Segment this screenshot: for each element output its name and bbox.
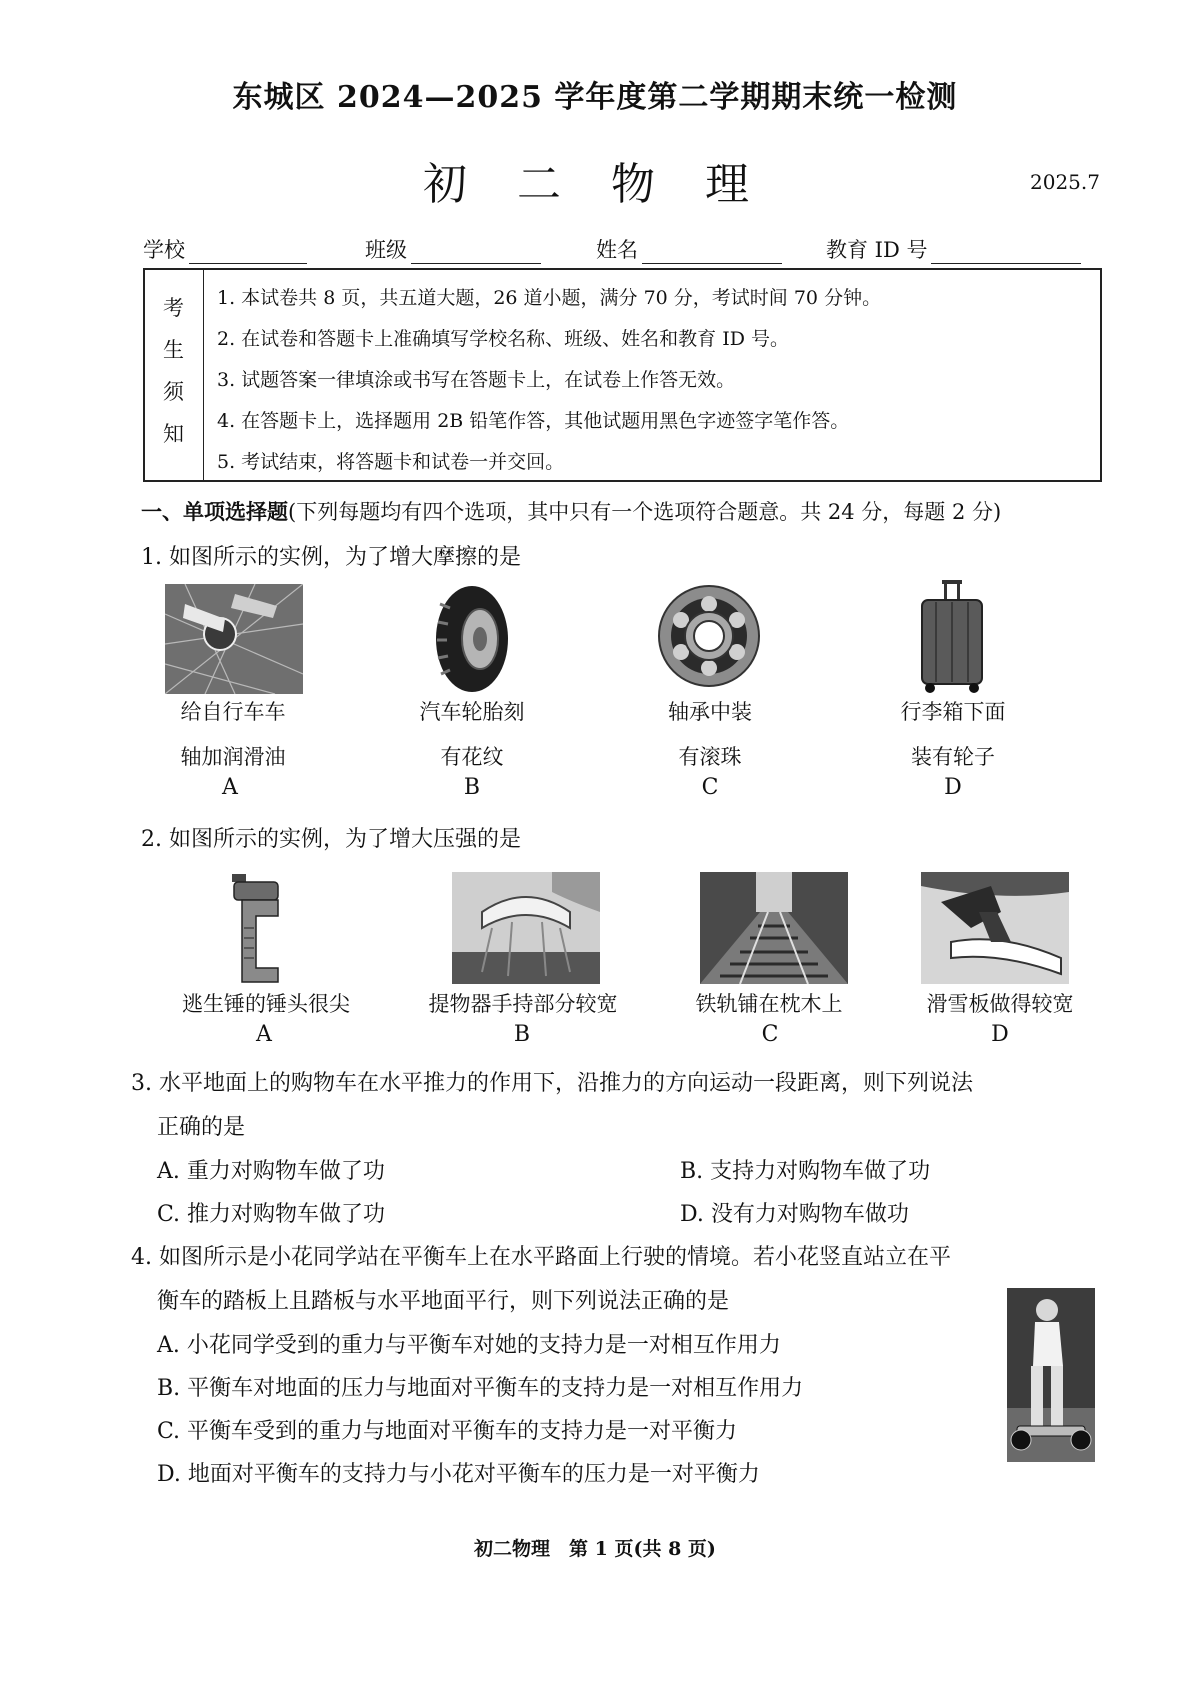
- q2-option-a-letter[interactable]: A: [256, 1022, 272, 1047]
- q1-option-c-letter[interactable]: C: [701, 775, 719, 800]
- page-footer: 初二物理 第 1 页(共 8 页): [474, 1538, 716, 1560]
- edu-id-field[interactable]: [826, 234, 1081, 264]
- q1-stem: 1. 如图所示的实例，为了增大摩擦的是: [141, 545, 521, 570]
- q2-option-c-caption: 铁轨铺在枕木上: [695, 992, 843, 1016]
- q3-option-d[interactable]: D. 没有力对购物车做功: [680, 1202, 909, 1227]
- q1-image-d-suitcase: [916, 578, 990, 696]
- q4-stem-line2: 衡车的踏板上且踏板与水平地面平行，则下列说法正确的是: [157, 1289, 730, 1314]
- school-field[interactable]: [143, 234, 307, 264]
- q2-option-b-letter[interactable]: B: [513, 1022, 531, 1047]
- school-label: 学校: [143, 238, 185, 262]
- q2-stem: 2. 如图所示的实例，为了增大压强的是: [141, 827, 521, 852]
- q4-option-a[interactable]: A. 小花同学受到的重力与平衡车对她的支持力是一对相互作用力: [157, 1333, 781, 1358]
- q4-stem-line1: 4. 如图所示是小花同学站在平衡车上在水平路面上行驶的情境。若小花竖直站立在平: [131, 1245, 951, 1270]
- class-label: 班级: [365, 238, 407, 262]
- q1-option-d-line1: 行李箱下面: [900, 700, 1006, 724]
- q1-option-b-line2: 有花纹: [440, 745, 504, 769]
- notice-heading: 考 生 须 知: [145, 270, 204, 480]
- q2-option-d-letter[interactable]: D: [991, 1022, 1009, 1047]
- q2-option-d-caption: 滑雪板做得较宽: [926, 992, 1074, 1016]
- class-field[interactable]: [365, 234, 541, 264]
- q2-option-b-caption: 提物器手持部分较宽: [428, 992, 618, 1016]
- q4-option-d[interactable]: D. 地面对平衡车的支持力与小花对平衡车的压力是一对平衡力: [157, 1462, 760, 1487]
- exam-date: 2025.7: [1030, 170, 1100, 194]
- notice-item: 1. 本试卷共 8 页，共五道大题，26 道小题，满分 70 分，考试时间 70 分钟。: [217, 287, 882, 309]
- q1-image-a-bike-axle: [165, 584, 303, 694]
- q4-option-c[interactable]: C. 平衡车受到的重力与地面对平衡车的支持力是一对平衡力: [157, 1419, 738, 1444]
- q4-image-balance-scooter: [1007, 1288, 1095, 1462]
- section-heading: 一、单项选择题(下列每题均有四个选项，其中只有一个选项符合题意。共 24 分，每题 2 分): [141, 499, 1002, 524]
- q1-option-d-letter[interactable]: D: [944, 775, 962, 800]
- notice-item: 2. 在试卷和答题卡上准确填写学校名称、班级、姓名和教育 ID 号。: [217, 328, 789, 350]
- q3-option-b[interactable]: B. 支持力对购物车做了功: [680, 1159, 931, 1184]
- q2-image-b-bag-carrier: [452, 872, 600, 984]
- q2-image-c-railway: [700, 872, 848, 984]
- q1-option-b-line1: 汽车轮胎刻: [419, 700, 525, 724]
- notice-item: 3. 试题答案一律填涂或书写在答题卡上，在试卷上作答无效。: [217, 369, 736, 391]
- q1-option-d-line2: 装有轮子: [911, 745, 995, 769]
- edu-id-label: 教育 ID 号: [826, 238, 928, 262]
- q1-option-a-line1: 给自行车车: [180, 700, 286, 724]
- q1-image-c-bearing: [657, 584, 761, 688]
- q4-option-b[interactable]: B. 平衡车对地面的压力与地面对平衡车的支持力是一对相互作用力: [157, 1376, 804, 1401]
- q3-stem-line1: 3. 水平地面上的购物车在水平推力的作用下，沿推力的方向运动一段距离，则下列说法: [131, 1071, 973, 1096]
- q2-option-a-caption: 逃生锤的锤头很尖: [182, 992, 350, 1016]
- q1-image-b-tire: [432, 584, 512, 694]
- q1-option-a-line2: 轴加润滑油: [180, 745, 286, 769]
- notice-item: 5. 考试结束，将答题卡和试卷一并交回。: [217, 451, 565, 473]
- q1-option-a-letter[interactable]: A: [222, 775, 238, 800]
- q1-option-b-letter[interactable]: B: [463, 775, 481, 800]
- exam-title: 东城区 2024—2025 学年度第二学期期末统一检测: [232, 80, 958, 115]
- q1-option-c-line1: 轴承中装: [668, 700, 752, 724]
- q2-image-d-snowboard: [921, 872, 1069, 984]
- name-label: 姓名: [596, 238, 638, 262]
- q1-option-c-line2: 有滚珠: [678, 745, 742, 769]
- q3-stem-line2: 正确的是: [157, 1115, 246, 1140]
- notice-list: [217, 278, 881, 483]
- q2-option-c-letter[interactable]: C: [761, 1022, 779, 1047]
- q3-option-a[interactable]: A. 重力对购物车做了功: [157, 1159, 385, 1184]
- notice-item: 4. 在答题卡上，选择题用 2B 铅笔作答，其他试题用黑色字迹签字笔作答。: [217, 410, 850, 432]
- exam-notice-box: [143, 268, 1102, 482]
- name-field[interactable]: [596, 234, 782, 264]
- q2-image-a-escape-hammer: [228, 872, 294, 990]
- q3-option-c[interactable]: C. 推力对购物车做了功: [157, 1202, 386, 1227]
- subject-title: 初 二 物 理: [423, 159, 767, 210]
